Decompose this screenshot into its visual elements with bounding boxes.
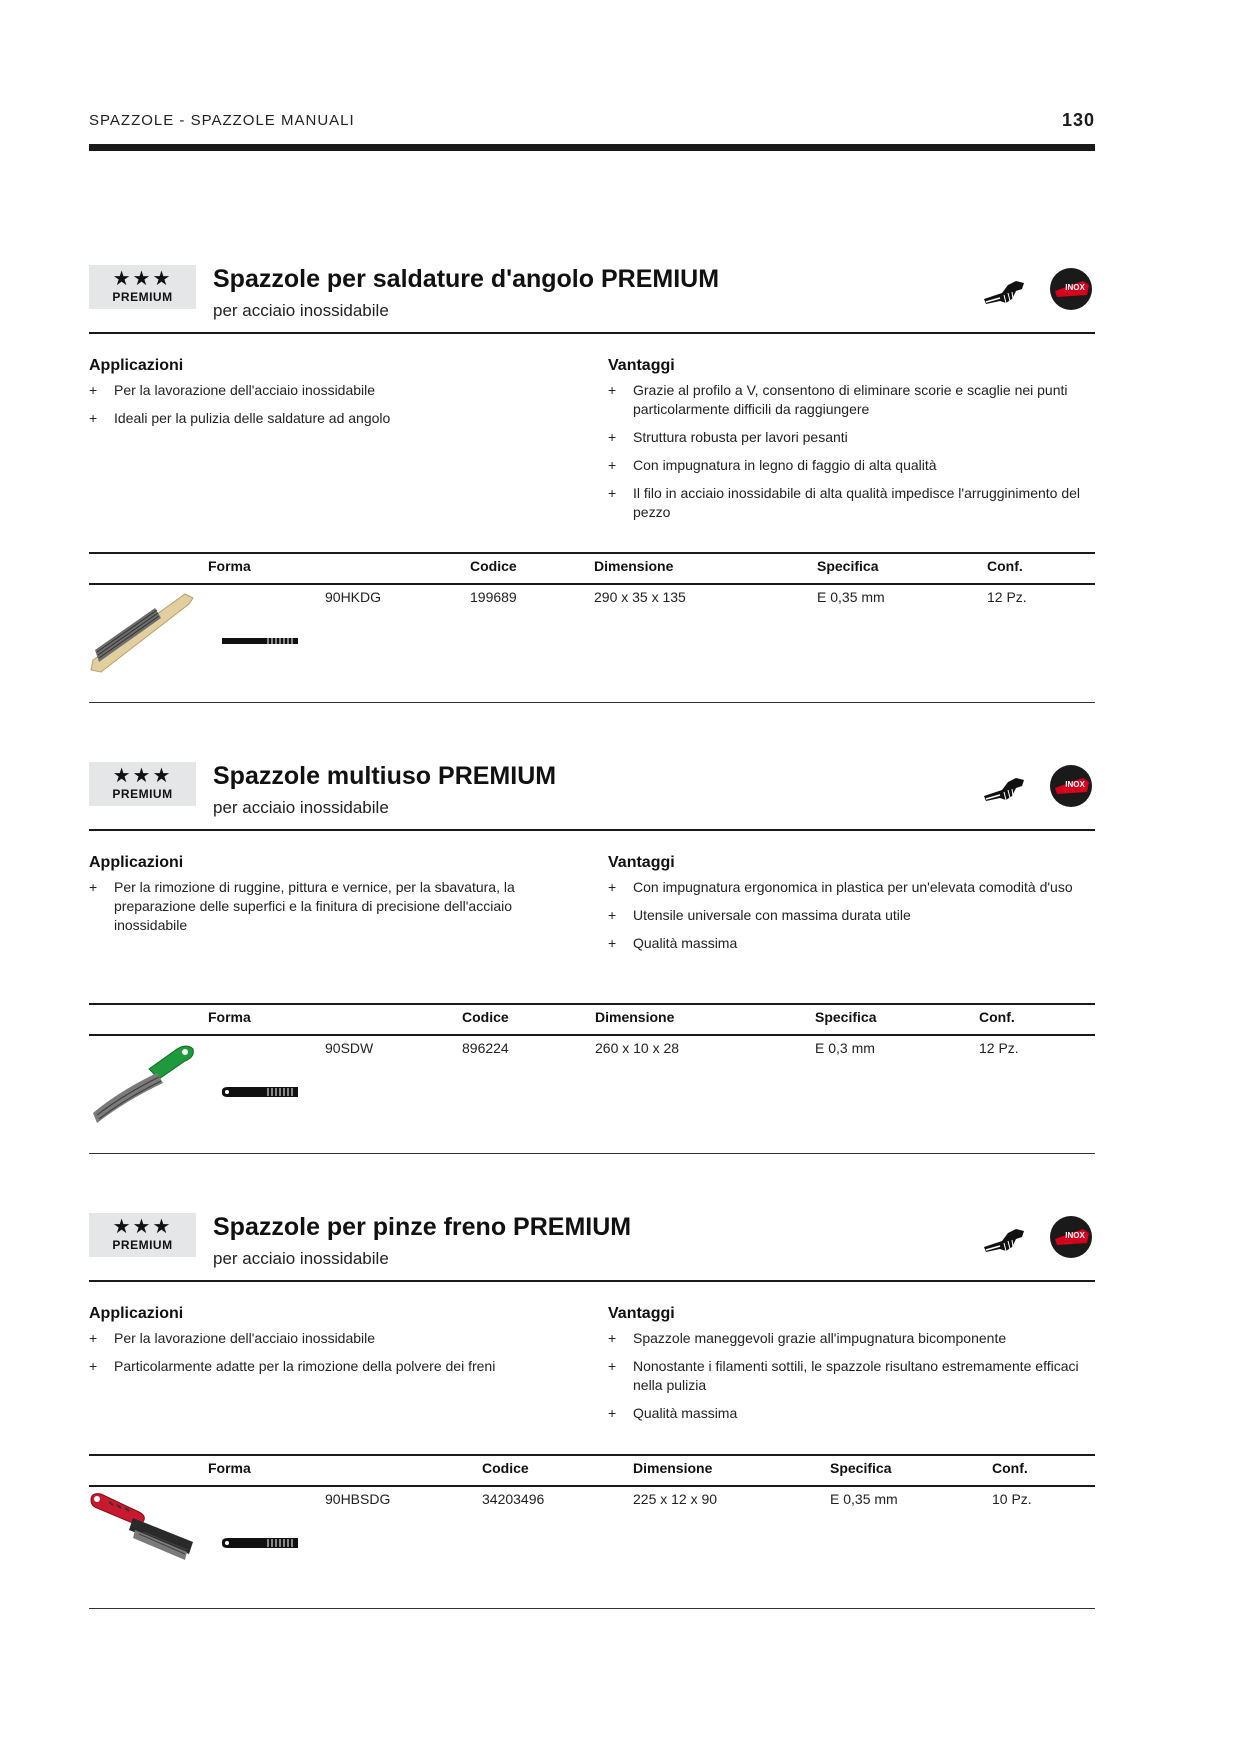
- applications-heading: Applicazioni: [89, 854, 184, 871]
- col-header-codice: Codice: [462, 1009, 509, 1025]
- cell-dimensione: 290 x 35 x 135: [594, 589, 686, 605]
- title-divider: [89, 829, 1095, 831]
- advantages-list: [608, 1329, 1095, 1432]
- product-section-multipurpose-brushes: [89, 762, 1095, 1162]
- col-header-conf: Conf.: [992, 1460, 1028, 1476]
- col-header-specifica: Specifica: [815, 1009, 877, 1025]
- product-section-brake-caliper-brushes: [89, 1213, 1095, 1613]
- list-item: + Struttura robusta per lavori pesanti: [608, 429, 848, 445]
- hand-brush-icon: [982, 277, 1028, 307]
- product-title: Spazzole multiuso PREMIUM: [213, 762, 557, 790]
- list-item: + Qualità massima: [608, 1405, 738, 1421]
- applications-list: [89, 878, 559, 944]
- product-sketch-icon: [222, 1536, 298, 1550]
- product-table: [89, 552, 1095, 710]
- table-top-divider: [89, 552, 1095, 554]
- premium-label: PREMIUM: [112, 290, 173, 304]
- col-header-dimensione: Dimensione: [594, 558, 674, 574]
- inox-icon: [1049, 267, 1093, 311]
- product-subtitle: per acciaio inossidabile: [213, 798, 389, 817]
- col-header-codice: Codice: [470, 558, 517, 574]
- plus-icon: +: [89, 382, 98, 398]
- cell-forma: 90HKDG: [325, 589, 382, 605]
- product-section-weld-brushes: [89, 265, 1095, 710]
- hand-brush-icon: [982, 774, 1028, 804]
- col-header-forma: Forma: [208, 558, 251, 574]
- stars-icon: ★★★: [112, 765, 173, 787]
- advantages-heading: Vantaggi: [608, 1305, 675, 1322]
- product-subtitle: per acciaio inossidabile: [213, 301, 389, 320]
- col-header-forma: Forma: [208, 1009, 251, 1025]
- col-header-conf: Conf.: [979, 1009, 1015, 1025]
- applications-heading: Applicazioni: [89, 1305, 184, 1322]
- plus-icon: +: [89, 1358, 98, 1374]
- stars-icon: ★★★: [112, 1216, 173, 1238]
- table-header-divider: [89, 1485, 1095, 1487]
- col-header-dimensione: Dimensione: [595, 1009, 675, 1025]
- stars-icon: ★★★: [112, 268, 173, 290]
- col-header-specifica: Specifica: [817, 558, 879, 574]
- table-top-divider: [89, 1003, 1095, 1005]
- premium-label: PREMIUM: [112, 787, 173, 801]
- title-divider: [89, 332, 1095, 334]
- table-top-divider: [89, 1454, 1095, 1456]
- plus-icon: +: [608, 1405, 617, 1421]
- inox-icon: [1049, 1215, 1093, 1259]
- plus-icon: +: [608, 382, 617, 398]
- list-item: + Qualità massima: [608, 935, 738, 951]
- page-number: 130: [1061, 110, 1095, 130]
- product-subtitle: per acciaio inossidabile: [213, 1249, 389, 1268]
- advantages-heading: Vantaggi: [608, 357, 675, 374]
- product-photo-green-brush: [89, 1039, 197, 1125]
- product-title: Spazzole per pinze freno PREMIUM: [213, 1213, 632, 1241]
- col-header-forma: Forma: [208, 1460, 251, 1476]
- plus-icon: +: [608, 429, 617, 445]
- advantages-list: [608, 878, 1095, 962]
- cell-conf: 12 Pz.: [979, 1040, 1019, 1056]
- header-divider: [89, 144, 1095, 151]
- cell-forma: 90HBSDG: [325, 1491, 391, 1507]
- cell-dimensione: 260 x 10 x 28: [595, 1040, 680, 1056]
- premium-badge: [89, 762, 196, 806]
- breadcrumb: SPAZZOLE - SPAZZOLE MANUALI: [89, 112, 355, 129]
- inox-label: INOX: [1065, 1231, 1085, 1240]
- plus-icon: +: [608, 485, 617, 501]
- applications-list: [89, 381, 559, 437]
- table-bottom-divider: [89, 1608, 1095, 1609]
- list-item: + Nonostante i filamenti sottili, le spazzole risultano estremamente efficaci nella pulizia: [608, 1358, 1079, 1393]
- plus-icon: +: [608, 1358, 617, 1374]
- list-item: + Con impugnatura ergonomica in plastica per un'elevata comodità d'uso: [608, 879, 1073, 895]
- cell-specifica: E 0,35 mm: [817, 589, 885, 605]
- table-bottom-divider: [89, 702, 1095, 703]
- plus-icon: +: [89, 879, 98, 895]
- plus-icon: +: [608, 907, 617, 923]
- cell-conf: 10 Pz.: [992, 1491, 1032, 1507]
- plus-icon: +: [608, 457, 617, 473]
- list-item: + Particolarmente adatte per la rimozione della polvere dei freni: [89, 1358, 496, 1374]
- advantages-list: [608, 381, 1095, 531]
- list-item: + Ideali per la pulizia delle saldature ad angolo: [89, 410, 391, 426]
- list-item: + Con impugnatura in legno di faggio di alta qualità: [608, 457, 937, 473]
- hand-brush-icon: [982, 1225, 1028, 1255]
- list-item: + Spazzole maneggevoli grazie all'impugnatura bicomponente: [608, 1330, 1007, 1346]
- cell-specifica: E 0,3 mm: [815, 1040, 875, 1056]
- applications-list: [89, 1329, 559, 1385]
- list-item: + Per la lavorazione dell'acciaio inossidabile: [89, 1330, 376, 1346]
- title-divider: [89, 1280, 1095, 1282]
- list-item: + Per la rimozione di ruggine, pittura e vernice, per la sbavatura, la preparazione delle superfici e la finitura di precisione dell'acciaio inossidabile: [89, 879, 515, 933]
- product-photo-red-brush: [89, 1490, 197, 1576]
- col-header-dimensione: Dimensione: [633, 1460, 713, 1476]
- list-item: + Utensile universale con massima durata utile: [608, 907, 911, 923]
- cell-forma: 90SDW: [325, 1040, 374, 1056]
- inox-label: INOX: [1065, 283, 1085, 292]
- inox-icon: [1049, 764, 1093, 808]
- plus-icon: +: [89, 1330, 98, 1346]
- list-item: + Il filo in acciaio inossidabile di alta qualità impedisce l'arrugginimento del pezzo: [608, 485, 1081, 520]
- product-sketch-icon: [222, 634, 298, 648]
- plus-icon: +: [608, 879, 617, 895]
- product-photo-wood-brush: [89, 588, 197, 674]
- table-bottom-divider: [89, 1153, 1095, 1154]
- product-table: [89, 1454, 1095, 1612]
- premium-badge: [89, 265, 196, 309]
- cell-conf: 12 Pz.: [987, 589, 1027, 605]
- page-header: [89, 112, 1095, 152]
- plus-icon: +: [608, 1330, 617, 1346]
- cell-dimensione: 225 x 12 x 90: [633, 1491, 718, 1507]
- plus-icon: +: [608, 935, 617, 951]
- applications-heading: Applicazioni: [89, 357, 184, 374]
- inox-label: INOX: [1065, 780, 1085, 789]
- list-item: + Per la lavorazione dell'acciaio inossidabile: [89, 382, 376, 398]
- product-table: [89, 1003, 1095, 1161]
- cell-codice: 34203496: [482, 1491, 545, 1507]
- product-sketch-icon: [222, 1085, 298, 1099]
- cell-codice: 199689: [470, 589, 517, 605]
- list-item: + Grazie al profilo a V, consentono di eliminare scorie e scaglie nei punti particolarmente difficili da raggiungere: [608, 382, 1068, 417]
- table-header-divider: [89, 583, 1095, 585]
- col-header-specifica: Specifica: [830, 1460, 892, 1476]
- advantages-heading: Vantaggi: [608, 854, 675, 871]
- plus-icon: +: [89, 410, 98, 426]
- col-header-codice: Codice: [482, 1460, 529, 1476]
- premium-badge: [89, 1213, 196, 1257]
- col-header-conf: Conf.: [987, 558, 1023, 574]
- cell-specifica: E 0,35 mm: [830, 1491, 898, 1507]
- premium-label: PREMIUM: [112, 1238, 173, 1252]
- product-title: Spazzole per saldature d'angolo PREMIUM: [213, 265, 720, 293]
- cell-codice: 896224: [462, 1040, 509, 1056]
- table-header-divider: [89, 1034, 1095, 1036]
